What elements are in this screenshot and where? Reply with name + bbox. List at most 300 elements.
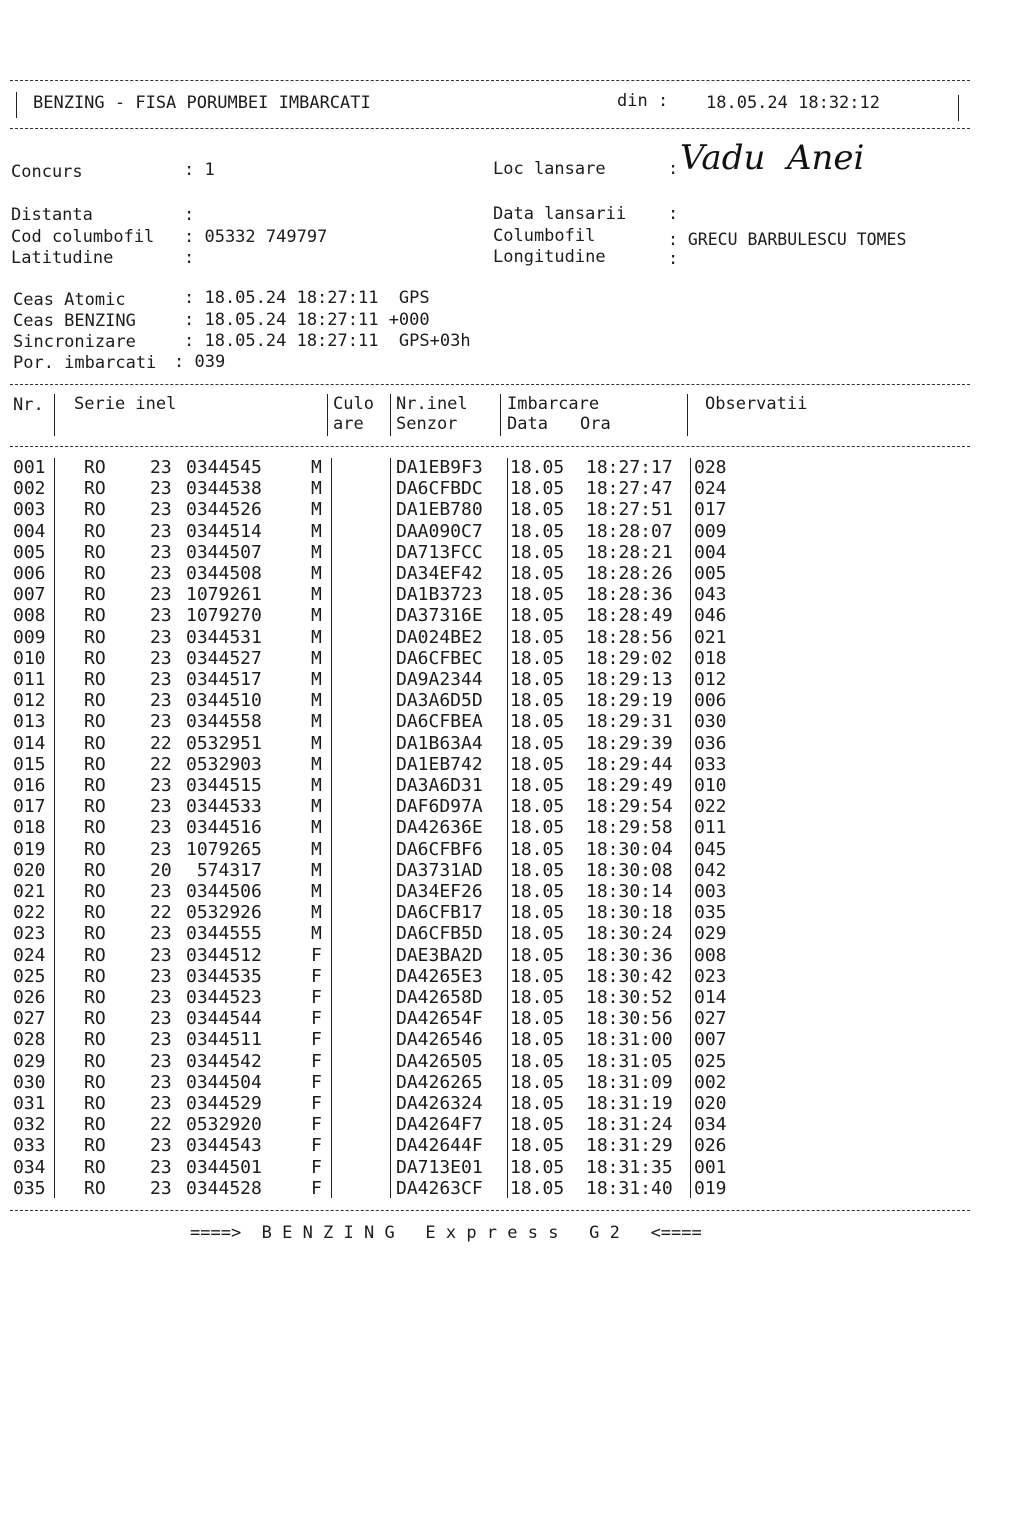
cell-senzor: DA426546 bbox=[396, 1029, 483, 1051]
cell-tara: RO bbox=[84, 965, 106, 987]
cell-data: 18.05 bbox=[510, 881, 565, 902]
cell-senzor: DA713FCC bbox=[396, 541, 483, 563]
cell-obs: 012 bbox=[694, 669, 727, 690]
cell-inel: 1079261 bbox=[186, 584, 262, 606]
cell-inel: 0344535 bbox=[186, 965, 262, 987]
cell-inel: 0532903 bbox=[186, 753, 262, 775]
cell-nr: 017 bbox=[13, 796, 46, 818]
cell-data: 18.05 bbox=[510, 987, 565, 1008]
columbofil-value: : GRECU BARBULESCU TOMES bbox=[668, 230, 907, 249]
cell-nr: 014 bbox=[13, 732, 46, 754]
col-header-culoare-2: are bbox=[333, 414, 364, 434]
cell-ora: 18:27:47 bbox=[586, 478, 673, 500]
cell-inel: 0344555 bbox=[186, 923, 262, 945]
cell-tara: RO bbox=[84, 605, 106, 627]
cell-inel: 0344528 bbox=[186, 1177, 262, 1199]
cell-obs: 002 bbox=[694, 1071, 727, 1093]
cell-tara: RO bbox=[84, 1177, 106, 1199]
cell-ora: 18:28:56 bbox=[586, 626, 673, 648]
cell-ora: 18:30:52 bbox=[586, 987, 673, 1008]
cell-inel: 0344523 bbox=[186, 987, 262, 1008]
body-divider bbox=[690, 458, 691, 1198]
cell-ora: 18:30:42 bbox=[586, 965, 673, 987]
cell-nr: 031 bbox=[13, 1093, 46, 1114]
cell-senzor: DA42636E bbox=[396, 817, 483, 839]
cell-ora: 18:31:00 bbox=[586, 1029, 673, 1051]
header-divider bbox=[390, 394, 391, 436]
columbofil-label: Columbofil bbox=[493, 226, 596, 246]
sincronizare-label: Sincronizare bbox=[13, 332, 136, 352]
cell-senzor: DA42654F bbox=[396, 1008, 483, 1030]
cell-senzor: DA6CFBEA bbox=[396, 711, 483, 733]
cell-inel: 0344504 bbox=[186, 1071, 262, 1093]
cell-sex: F bbox=[311, 965, 322, 987]
cell-senzor: DA1EB9F3 bbox=[396, 457, 483, 478]
cell-tara: RO bbox=[84, 541, 106, 563]
cell-an: 22 bbox=[150, 902, 172, 924]
cell-data: 18.05 bbox=[510, 584, 565, 606]
cell-obs: 009 bbox=[694, 520, 727, 542]
cell-sex: F bbox=[311, 1050, 322, 1072]
cell-ora: 18:29:19 bbox=[586, 690, 673, 712]
header-divider bbox=[500, 394, 501, 436]
cell-obs: 043 bbox=[694, 584, 727, 606]
cell-an: 23 bbox=[150, 605, 172, 627]
por-imbarcati-value: : 039 bbox=[174, 352, 226, 372]
longitudine-label: Longitudine bbox=[493, 247, 606, 267]
cell-an: 23 bbox=[150, 796, 172, 818]
cell-obs: 001 bbox=[694, 1156, 727, 1178]
header-date-label: din : bbox=[617, 91, 669, 111]
cell-data: 18.05 bbox=[510, 605, 565, 627]
cell-inel: 0344527 bbox=[186, 647, 262, 669]
cell-ora: 18:31:35 bbox=[586, 1156, 673, 1178]
cell-data: 18.05 bbox=[510, 775, 565, 796]
cell-ora: 18:27:51 bbox=[586, 499, 673, 521]
cell-tara: RO bbox=[84, 1029, 106, 1051]
cell-tara: RO bbox=[84, 563, 106, 584]
cell-data: 18.05 bbox=[510, 711, 565, 733]
cell-senzor: DA4264F7 bbox=[396, 1114, 483, 1136]
header-top-rule bbox=[10, 80, 970, 81]
cell-sex: F bbox=[311, 1135, 322, 1157]
cell-tara: RO bbox=[84, 1135, 106, 1157]
cell-sex: M bbox=[311, 605, 322, 627]
cell-sex: F bbox=[311, 1114, 322, 1136]
cell-ora: 18:28:36 bbox=[586, 584, 673, 606]
header-bottom-rule bbox=[10, 128, 970, 129]
cell-ora: 18:28:21 bbox=[586, 541, 673, 563]
cell-an: 23 bbox=[150, 711, 172, 733]
cell-nr: 024 bbox=[13, 944, 46, 966]
data-lansarii-label: Data lansarii bbox=[493, 204, 627, 224]
cell-data: 18.05 bbox=[510, 457, 565, 478]
cell-data: 18.05 bbox=[510, 944, 565, 966]
cell-tara: RO bbox=[84, 457, 106, 478]
ceas-atomic-value: : 18.05.24 18:27:11 GPS bbox=[184, 288, 430, 308]
cell-nr: 011 bbox=[13, 669, 46, 690]
cell-sex: M bbox=[311, 499, 322, 521]
col-header-nr-inel-1: Nr.inel bbox=[396, 394, 468, 414]
cell-an: 23 bbox=[150, 1156, 172, 1178]
col-header-nr-inel-2: Senzor bbox=[396, 414, 458, 434]
body-divider bbox=[507, 458, 508, 1198]
cell-nr: 028 bbox=[13, 1029, 46, 1051]
cell-tara: RO bbox=[84, 838, 106, 860]
cell-obs: 003 bbox=[694, 881, 727, 902]
cell-inel: 0344515 bbox=[186, 775, 262, 796]
cell-ora: 18:29:39 bbox=[586, 732, 673, 754]
cell-sex: M bbox=[311, 647, 322, 669]
col-header-nr: Nr. bbox=[13, 395, 44, 415]
header-divider bbox=[54, 394, 55, 436]
cell-tara: RO bbox=[84, 1050, 106, 1072]
cod-columbofil-label: Cod columbofil bbox=[11, 227, 155, 247]
ceas-benzing-label: Ceas BENZING bbox=[13, 311, 136, 331]
cell-senzor: DAA090C7 bbox=[396, 520, 483, 542]
cell-ora: 18:28:26 bbox=[586, 563, 673, 584]
cell-sex: M bbox=[311, 541, 322, 563]
cell-an: 23 bbox=[150, 669, 172, 690]
cell-data: 18.05 bbox=[510, 1177, 565, 1199]
cell-an: 23 bbox=[150, 1029, 172, 1051]
cell-sex: M bbox=[311, 817, 322, 839]
cell-tara: RO bbox=[84, 1071, 106, 1093]
cell-senzor: DA6CFB5D bbox=[396, 923, 483, 945]
cell-an: 23 bbox=[150, 541, 172, 563]
cell-ora: 18:31:29 bbox=[586, 1135, 673, 1157]
cell-ora: 18:28:49 bbox=[586, 605, 673, 627]
cell-tara: RO bbox=[84, 859, 106, 881]
cell-data: 18.05 bbox=[510, 923, 565, 945]
cell-data: 18.05 bbox=[510, 796, 565, 818]
cell-tara: RO bbox=[84, 753, 106, 775]
cell-data: 18.05 bbox=[510, 1029, 565, 1051]
cell-ora: 18:29:58 bbox=[586, 817, 673, 839]
cell-senzor: DA6CFBF6 bbox=[396, 838, 483, 860]
cell-senzor: DA426505 bbox=[396, 1050, 483, 1072]
cell-inel: 0344543 bbox=[186, 1135, 262, 1157]
cell-inel: 0344544 bbox=[186, 1008, 262, 1030]
cell-sex: M bbox=[311, 838, 322, 860]
cell-obs: 028 bbox=[694, 457, 727, 478]
cell-ora: 18:31:24 bbox=[586, 1114, 673, 1136]
cell-ora: 18:29:54 bbox=[586, 796, 673, 818]
cell-obs: 006 bbox=[694, 690, 727, 712]
cell-senzor: DA3731AD bbox=[396, 859, 483, 881]
header-divider bbox=[687, 394, 688, 436]
cell-nr: 023 bbox=[13, 923, 46, 945]
cell-obs: 033 bbox=[694, 753, 727, 775]
cell-an: 23 bbox=[150, 775, 172, 796]
cell-an: 23 bbox=[150, 520, 172, 542]
cell-inel: 0344516 bbox=[186, 817, 262, 839]
cell-tara: RO bbox=[84, 520, 106, 542]
cell-obs: 042 bbox=[694, 859, 727, 881]
cell-an: 23 bbox=[150, 563, 172, 584]
cell-inel: 0344529 bbox=[186, 1093, 262, 1114]
cell-senzor: DAF6D97A bbox=[396, 796, 483, 818]
cell-data: 18.05 bbox=[510, 1050, 565, 1072]
cell-inel: 0532926 bbox=[186, 902, 262, 924]
cell-obs: 035 bbox=[694, 902, 727, 924]
cell-obs: 026 bbox=[694, 1135, 727, 1157]
cell-data: 18.05 bbox=[510, 1114, 565, 1136]
cell-inel: 0344510 bbox=[186, 690, 262, 712]
cell-sex: F bbox=[311, 1071, 322, 1093]
cell-an: 23 bbox=[150, 1050, 172, 1072]
cell-an: 23 bbox=[150, 944, 172, 966]
cell-obs: 017 bbox=[694, 499, 727, 521]
cell-nr: 006 bbox=[13, 563, 46, 584]
distanta-value: : bbox=[184, 205, 195, 225]
cell-tara: RO bbox=[84, 796, 106, 818]
cell-sex: M bbox=[311, 902, 322, 924]
cell-senzor: DA024BE2 bbox=[396, 626, 483, 648]
cell-inel: 0344538 bbox=[186, 478, 262, 500]
cell-nr: 001 bbox=[13, 457, 46, 478]
cell-sex: M bbox=[311, 732, 322, 754]
cell-ora: 18:30:36 bbox=[586, 944, 673, 966]
cell-sex: M bbox=[311, 859, 322, 881]
cell-senzor: DA1B63A4 bbox=[396, 732, 483, 754]
cell-sex: F bbox=[311, 1008, 322, 1030]
cell-data: 18.05 bbox=[510, 1008, 565, 1030]
cell-inel: 0344558 bbox=[186, 711, 262, 733]
cell-inel: 0344508 bbox=[186, 563, 262, 584]
cell-tara: RO bbox=[84, 902, 106, 924]
cell-ora: 18:29:31 bbox=[586, 711, 673, 733]
cell-senzor: DA6CFB17 bbox=[396, 902, 483, 924]
cell-ora: 18:29:44 bbox=[586, 753, 673, 775]
cell-data: 18.05 bbox=[510, 478, 565, 500]
cell-an: 22 bbox=[150, 732, 172, 754]
cod-columbofil-value: : 05332 749797 bbox=[184, 227, 328, 247]
distanta-label: Distanta bbox=[11, 205, 93, 225]
cell-nr: 010 bbox=[13, 647, 46, 669]
cell-sex: M bbox=[311, 563, 322, 584]
cell-ora: 18:29:02 bbox=[586, 647, 673, 669]
cell-sex: M bbox=[311, 457, 322, 478]
cell-inel: 0344514 bbox=[186, 520, 262, 542]
header-right-border bbox=[958, 95, 959, 121]
footer-text: ====> B E N Z I N G E x p r e s s G 2 <==== bbox=[190, 1223, 702, 1243]
col-header-imbarcare-ora: Ora bbox=[580, 414, 611, 434]
cell-data: 18.05 bbox=[510, 753, 565, 775]
cell-tara: RO bbox=[84, 732, 106, 754]
cell-an: 22 bbox=[150, 1114, 172, 1136]
cell-data: 18.05 bbox=[510, 1071, 565, 1093]
table-header-top-rule bbox=[10, 384, 970, 385]
cell-nr: 021 bbox=[13, 881, 46, 902]
cell-obs: 022 bbox=[694, 796, 727, 818]
ceas-benzing-value: : 18.05.24 18:27:11 +000 bbox=[184, 310, 430, 330]
cell-obs: 005 bbox=[694, 563, 727, 584]
cell-an: 23 bbox=[150, 923, 172, 945]
cell-an: 23 bbox=[150, 1093, 172, 1114]
cell-obs: 029 bbox=[694, 923, 727, 945]
cell-tara: RO bbox=[84, 923, 106, 945]
cell-ora: 18:31:40 bbox=[586, 1177, 673, 1199]
cell-data: 18.05 bbox=[510, 732, 565, 754]
cell-ora: 18:29:49 bbox=[586, 775, 673, 796]
cell-data: 18.05 bbox=[510, 1156, 565, 1178]
cell-senzor: DA34EF42 bbox=[396, 563, 483, 584]
cell-nr: 029 bbox=[13, 1050, 46, 1072]
cell-senzor: DA3A6D31 bbox=[396, 775, 483, 796]
cell-ora: 18:29:13 bbox=[586, 669, 673, 690]
cell-sex: M bbox=[311, 775, 322, 796]
cell-data: 18.05 bbox=[510, 1093, 565, 1114]
cell-inel: 0344545 bbox=[186, 457, 262, 478]
cell-data: 18.05 bbox=[510, 669, 565, 690]
cell-an: 23 bbox=[150, 1177, 172, 1199]
cell-senzor: DA3A6D5D bbox=[396, 690, 483, 712]
cell-an: 23 bbox=[150, 817, 172, 839]
cell-sex: F bbox=[311, 1156, 322, 1178]
cell-senzor: DA42644F bbox=[396, 1135, 483, 1157]
cell-nr: 002 bbox=[13, 478, 46, 500]
cell-obs: 010 bbox=[694, 775, 727, 796]
cell-senzor: DAE3BA2D bbox=[396, 944, 483, 966]
cell-tara: RO bbox=[84, 987, 106, 1008]
por-imbarcati-label: Por. imbarcati bbox=[13, 353, 157, 373]
cell-sex: M bbox=[311, 626, 322, 648]
cell-nr: 034 bbox=[13, 1156, 46, 1178]
cell-sex: M bbox=[311, 711, 322, 733]
cell-sex: M bbox=[311, 881, 322, 902]
cell-inel: 0344533 bbox=[186, 796, 262, 818]
cell-data: 18.05 bbox=[510, 647, 565, 669]
cell-obs: 011 bbox=[694, 817, 727, 839]
latitudine-value: : bbox=[184, 248, 195, 268]
cell-an: 23 bbox=[150, 647, 172, 669]
table-bottom-rule bbox=[10, 1210, 970, 1211]
cell-tara: RO bbox=[84, 626, 106, 648]
cell-nr: 033 bbox=[13, 1135, 46, 1157]
cell-inel: 1079270 bbox=[186, 605, 262, 627]
cell-inel: 1079265 bbox=[186, 838, 262, 860]
body-divider bbox=[331, 458, 332, 1198]
cell-inel: 0532920 bbox=[186, 1114, 262, 1136]
cell-inel: 0344526 bbox=[186, 499, 262, 521]
cell-tara: RO bbox=[84, 711, 106, 733]
cell-senzor: DA1B3723 bbox=[396, 584, 483, 606]
cell-tara: RO bbox=[84, 881, 106, 902]
cell-obs: 046 bbox=[694, 605, 727, 627]
cell-ora: 18:30:04 bbox=[586, 838, 673, 860]
cell-data: 18.05 bbox=[510, 690, 565, 712]
cell-sex: M bbox=[311, 584, 322, 606]
cell-obs: 025 bbox=[694, 1050, 727, 1072]
longitudine-value: : bbox=[668, 249, 679, 269]
cell-data: 18.05 bbox=[510, 520, 565, 542]
cell-ora: 18:30:14 bbox=[586, 881, 673, 902]
cell-an: 23 bbox=[150, 987, 172, 1008]
sincronizare-value: : 18.05.24 18:27:11 GPS+03h bbox=[184, 331, 471, 351]
loc-lansare-label: Loc lansare bbox=[493, 159, 606, 179]
cell-an: 23 bbox=[150, 584, 172, 606]
cell-obs: 036 bbox=[694, 732, 727, 754]
cell-ora: 18:31:19 bbox=[586, 1093, 673, 1114]
cell-obs: 030 bbox=[694, 711, 727, 733]
cell-an: 23 bbox=[150, 1071, 172, 1093]
cell-sex: M bbox=[311, 923, 322, 945]
cell-nr: 008 bbox=[13, 605, 46, 627]
cell-sex: M bbox=[311, 753, 322, 775]
concurs-value: : 1 bbox=[184, 160, 215, 180]
loc-lansare-colon: : bbox=[668, 159, 679, 179]
cell-obs: 023 bbox=[694, 965, 727, 987]
col-header-culoare-1: Culo bbox=[333, 394, 374, 414]
cell-an: 23 bbox=[150, 965, 172, 987]
cell-senzor: DA42658D bbox=[396, 987, 483, 1008]
cell-data: 18.05 bbox=[510, 541, 565, 563]
cell-nr: 012 bbox=[13, 690, 46, 712]
cell-an: 23 bbox=[150, 626, 172, 648]
body-divider bbox=[54, 458, 55, 1198]
cell-obs: 018 bbox=[694, 647, 727, 669]
col-header-serie-inel: Serie inel bbox=[74, 394, 177, 414]
cell-senzor: DA1EB780 bbox=[396, 499, 483, 521]
cell-nr: 019 bbox=[13, 838, 46, 860]
latitudine-label: Latitudine bbox=[11, 248, 114, 268]
cell-tara: RO bbox=[84, 584, 106, 606]
document-title: BENZING - FISA PORUMBEI IMBARCATI bbox=[33, 93, 371, 113]
cell-ora: 18:27:17 bbox=[586, 457, 673, 478]
cell-data: 18.05 bbox=[510, 1135, 565, 1157]
cell-tara: RO bbox=[84, 499, 106, 521]
cell-tara: RO bbox=[84, 690, 106, 712]
cell-senzor: DA426265 bbox=[396, 1071, 483, 1093]
cell-sex: F bbox=[311, 987, 322, 1008]
cell-obs: 021 bbox=[694, 626, 727, 648]
cell-tara: RO bbox=[84, 944, 106, 966]
cell-inel: 0344542 bbox=[186, 1050, 262, 1072]
cell-ora: 18:31:09 bbox=[586, 1071, 673, 1093]
cell-senzor: DA4263CF bbox=[396, 1177, 483, 1199]
cell-inel: 0344517 bbox=[186, 669, 262, 690]
cell-senzor: DA4265E3 bbox=[396, 965, 483, 987]
cell-nr: 018 bbox=[13, 817, 46, 839]
header-divider bbox=[327, 394, 328, 436]
cell-sex: M bbox=[311, 478, 322, 500]
cell-tara: RO bbox=[84, 1008, 106, 1030]
cell-inel: 574317 bbox=[186, 859, 262, 881]
body-divider bbox=[390, 458, 391, 1198]
cell-obs: 045 bbox=[694, 838, 727, 860]
cell-nr: 026 bbox=[13, 987, 46, 1008]
cell-tara: RO bbox=[84, 1114, 106, 1136]
cell-nr: 027 bbox=[13, 1008, 46, 1030]
cell-nr: 035 bbox=[13, 1177, 46, 1199]
cell-nr: 016 bbox=[13, 775, 46, 796]
table-header-bottom-rule bbox=[10, 446, 970, 447]
cell-nr: 005 bbox=[13, 541, 46, 563]
cell-nr: 004 bbox=[13, 520, 46, 542]
cell-ora: 18:30:24 bbox=[586, 923, 673, 945]
header-date-value: 18.05.24 18:32:12 bbox=[706, 93, 880, 113]
cell-ora: 18:30:56 bbox=[586, 1008, 673, 1030]
cell-nr: 007 bbox=[13, 584, 46, 606]
col-header-imbarcare: Imbarcare bbox=[507, 394, 600, 414]
cell-an: 20 bbox=[150, 859, 172, 881]
cell-sex: F bbox=[311, 944, 322, 966]
cell-data: 18.05 bbox=[510, 965, 565, 987]
cell-ora: 18:30:18 bbox=[586, 902, 673, 924]
cell-inel: 0344531 bbox=[186, 626, 262, 648]
cell-nr: 015 bbox=[13, 753, 46, 775]
